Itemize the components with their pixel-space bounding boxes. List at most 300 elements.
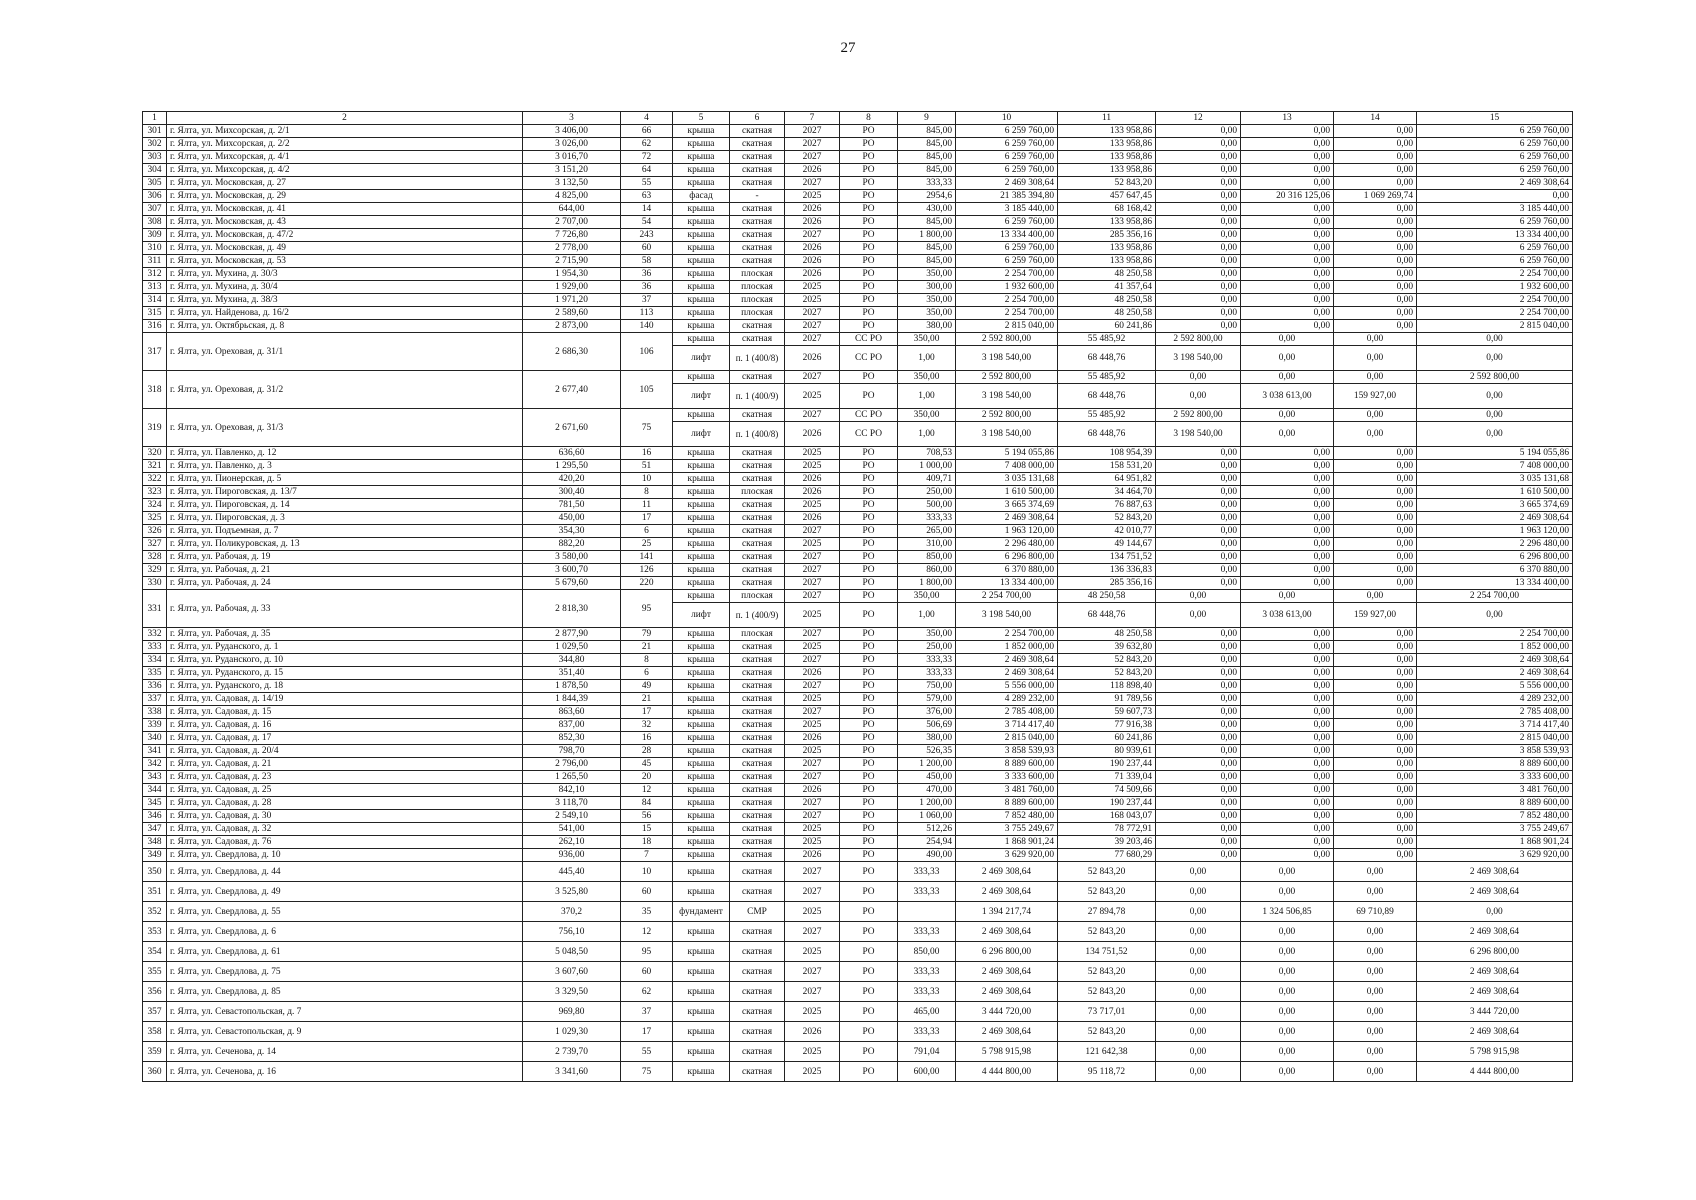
area-cell: 936,00 bbox=[523, 849, 621, 862]
funding-cell: РО bbox=[840, 577, 898, 590]
area-cell: 863,60 bbox=[523, 706, 621, 719]
element-cell: крыша bbox=[673, 882, 730, 902]
subsidy-cell: 0,00 bbox=[1241, 922, 1334, 942]
volume-cell: 1 800,00 bbox=[898, 229, 956, 242]
address-cell: г. Ялта, ул. Садовая, д. 30 bbox=[167, 810, 523, 823]
type-cell: скатная bbox=[730, 667, 785, 680]
fund-cost-cell: 0,00 bbox=[1156, 229, 1241, 242]
volume-cell: 490,00 bbox=[898, 849, 956, 862]
table-row bbox=[143, 1002, 1573, 1022]
cost-cell: 1 868 901,24 bbox=[956, 836, 1058, 849]
subsidy-cell: 0,00 bbox=[1241, 333, 1334, 346]
sd-cost-cell: 55 485,92 bbox=[1058, 409, 1156, 422]
table-row bbox=[143, 151, 1573, 164]
type-cell: скатная bbox=[730, 371, 785, 384]
row-number-cell: 360 bbox=[143, 1062, 167, 1082]
sd-cost-cell: 55 485,92 bbox=[1058, 371, 1156, 384]
fund-cost-cell: 0,00 bbox=[1156, 771, 1241, 784]
row-number-cell: 343 bbox=[143, 771, 167, 784]
fund-cost-cell: 0,00 bbox=[1156, 628, 1241, 641]
row-number-cell: 315 bbox=[143, 307, 167, 320]
year-cell: 2026 bbox=[785, 512, 840, 525]
sd-cost-cell: 68 168,42 bbox=[1058, 203, 1156, 216]
funding-cell: РО bbox=[840, 151, 898, 164]
sd-cost-cell: 68 448,76 bbox=[1058, 422, 1156, 447]
residents-cell: 8 bbox=[621, 654, 673, 667]
table-row bbox=[143, 460, 1573, 473]
owner-share-cell: 0,00 bbox=[1334, 784, 1417, 797]
table-row bbox=[143, 564, 1573, 577]
fund-cost-cell: 3 198 540,00 bbox=[1156, 422, 1241, 447]
funding-cell: РО bbox=[840, 371, 898, 384]
funding-cell: РО bbox=[840, 564, 898, 577]
year-cell: 2025 bbox=[785, 823, 840, 836]
residents-cell: 45 bbox=[621, 758, 673, 771]
row-number-cell: 339 bbox=[143, 719, 167, 732]
volume-cell bbox=[898, 902, 956, 922]
subsidy-cell: 0,00 bbox=[1241, 836, 1334, 849]
volume-cell: 845,00 bbox=[898, 138, 956, 151]
fund-cost-cell: 0,00 bbox=[1156, 255, 1241, 268]
cost-cell: 6 259 760,00 bbox=[956, 255, 1058, 268]
area-cell: 420,20 bbox=[523, 473, 621, 486]
table-row bbox=[143, 1022, 1573, 1042]
table-body bbox=[143, 112, 1573, 1082]
type-cell: скатная bbox=[730, 551, 785, 564]
type-cell: скатная bbox=[730, 654, 785, 667]
element-cell: крыша bbox=[673, 628, 730, 641]
table-row bbox=[143, 525, 1573, 538]
address-cell: г. Ялта, ул. Сеченова, д. 14 bbox=[167, 1042, 523, 1062]
area-cell: 2 707,00 bbox=[523, 216, 621, 229]
total-cell: 2 469 308,64 bbox=[1417, 862, 1573, 882]
funding-cell: РО bbox=[840, 882, 898, 902]
element-cell: крыша bbox=[673, 758, 730, 771]
year-cell: 2027 bbox=[785, 229, 840, 242]
owner-share-cell: 0,00 bbox=[1334, 758, 1417, 771]
area-cell: 1 029,30 bbox=[523, 1022, 621, 1042]
element-cell: крыша bbox=[673, 693, 730, 706]
element-cell: лифт bbox=[673, 603, 730, 628]
element-cell: крыша bbox=[673, 229, 730, 242]
table-row bbox=[143, 499, 1573, 512]
table-row bbox=[143, 902, 1573, 922]
sd-cost-cell: 285 356,16 bbox=[1058, 577, 1156, 590]
area-cell: 3 118,70 bbox=[523, 797, 621, 810]
sd-cost-cell: 76 887,63 bbox=[1058, 499, 1156, 512]
residents-cell: 64 bbox=[621, 164, 673, 177]
year-cell: 2025 bbox=[785, 447, 840, 460]
address-cell: г. Ялта, ул. Садовая, д. 32 bbox=[167, 823, 523, 836]
residents-cell: 75 bbox=[621, 1062, 673, 1082]
table-row bbox=[143, 628, 1573, 641]
cost-cell: 13 334 400,00 bbox=[956, 577, 1058, 590]
area-cell: 4 825,00 bbox=[523, 190, 621, 203]
residents-cell: 7 bbox=[621, 849, 673, 862]
volume-cell: 1,00 bbox=[898, 603, 956, 628]
column-number-cell: 14 bbox=[1334, 112, 1417, 125]
sd-cost-cell: 95 118,72 bbox=[1058, 1062, 1156, 1082]
year-cell: 2026 bbox=[785, 486, 840, 499]
row-number-cell: 311 bbox=[143, 255, 167, 268]
sd-cost-cell: 39 203,46 bbox=[1058, 836, 1156, 849]
year-cell: 2027 bbox=[785, 797, 840, 810]
type-cell: скатная bbox=[730, 460, 785, 473]
type-cell: скатная bbox=[730, 862, 785, 882]
sd-cost-cell: 168 043,07 bbox=[1058, 810, 1156, 823]
type-cell: скатная bbox=[730, 1002, 785, 1022]
table-row bbox=[143, 512, 1573, 525]
address-cell: г. Ялта, ул. Подъемная, д. 7 bbox=[167, 525, 523, 538]
subsidy-cell: 0,00 bbox=[1241, 628, 1334, 641]
sd-cost-cell: 133 958,86 bbox=[1058, 164, 1156, 177]
total-cell: 2 469 308,64 bbox=[1417, 1022, 1573, 1042]
year-cell: 2027 bbox=[785, 922, 840, 942]
cost-cell: 2 254 700,00 bbox=[956, 294, 1058, 307]
fund-cost-cell: 0,00 bbox=[1156, 268, 1241, 281]
residents-cell: 72 bbox=[621, 151, 673, 164]
row-number-cell: 328 bbox=[143, 551, 167, 564]
table-row bbox=[143, 164, 1573, 177]
volume-cell: 1 200,00 bbox=[898, 758, 956, 771]
volume-cell: 845,00 bbox=[898, 164, 956, 177]
row-number-cell: 310 bbox=[143, 242, 167, 255]
residents-cell: 66 bbox=[621, 125, 673, 138]
column-number-cell: 12 bbox=[1156, 112, 1241, 125]
year-cell: 2026 bbox=[785, 268, 840, 281]
fund-cost-cell: 0,00 bbox=[1156, 641, 1241, 654]
residents-cell: 95 bbox=[621, 942, 673, 962]
address-cell: г. Ялта, ул. Михсорская, д. 4/1 bbox=[167, 151, 523, 164]
area-cell: 1 878,50 bbox=[523, 680, 621, 693]
cost-cell: 3 858 539,93 bbox=[956, 745, 1058, 758]
year-cell: 2027 bbox=[785, 628, 840, 641]
total-cell: 2 254 700,00 bbox=[1417, 294, 1573, 307]
address-cell: г. Ялта, ул. Михсорская, д. 2/2 bbox=[167, 138, 523, 151]
residents-cell: 60 bbox=[621, 962, 673, 982]
element-cell: лифт bbox=[673, 422, 730, 447]
row-number-cell: 346 bbox=[143, 810, 167, 823]
fund-cost-cell: 0,00 bbox=[1156, 654, 1241, 667]
volume-cell: 430,00 bbox=[898, 203, 956, 216]
year-cell: 2027 bbox=[785, 882, 840, 902]
type-cell: скатная bbox=[730, 823, 785, 836]
year-cell: 2026 bbox=[785, 422, 840, 447]
address-cell: г. Ялта, ул. Московская, д. 49 bbox=[167, 242, 523, 255]
area-cell: 3 329,50 bbox=[523, 982, 621, 1002]
residents-cell: 58 bbox=[621, 255, 673, 268]
area-cell: 3 016,70 bbox=[523, 151, 621, 164]
table-row bbox=[143, 962, 1573, 982]
subsidy-cell: 0,00 bbox=[1241, 719, 1334, 732]
column-number-cell: 6 bbox=[730, 112, 785, 125]
volume-cell: 1 000,00 bbox=[898, 460, 956, 473]
residents-cell: 10 bbox=[621, 862, 673, 882]
residents-cell: 220 bbox=[621, 577, 673, 590]
row-number-cell: 350 bbox=[143, 862, 167, 882]
element-cell: крыша bbox=[673, 862, 730, 882]
fund-cost-cell: 0,00 bbox=[1156, 125, 1241, 138]
fund-cost-cell: 0,00 bbox=[1156, 551, 1241, 564]
row-number-cell: 313 bbox=[143, 281, 167, 294]
type-cell: скатная bbox=[730, 771, 785, 784]
total-cell: 1 932 600,00 bbox=[1417, 281, 1573, 294]
volume-cell: 333,33 bbox=[898, 982, 956, 1002]
funding-cell: РО bbox=[840, 460, 898, 473]
fund-cost-cell: 0,00 bbox=[1156, 164, 1241, 177]
total-cell: 6 259 760,00 bbox=[1417, 255, 1573, 268]
fund-cost-cell: 0,00 bbox=[1156, 1062, 1241, 1082]
cost-cell: 2 815 040,00 bbox=[956, 732, 1058, 745]
sd-cost-cell: 285 356,16 bbox=[1058, 229, 1156, 242]
owner-share-cell: 0,00 bbox=[1334, 982, 1417, 1002]
volume-cell: 708,53 bbox=[898, 447, 956, 460]
volume-cell: 465,00 bbox=[898, 1002, 956, 1022]
cost-cell: 1 932 600,00 bbox=[956, 281, 1058, 294]
sd-cost-cell: 52 843,20 bbox=[1058, 1022, 1156, 1042]
fund-cost-cell: 0,00 bbox=[1156, 447, 1241, 460]
area-cell: 837,00 bbox=[523, 719, 621, 732]
table-row bbox=[143, 216, 1573, 229]
element-cell: крыша bbox=[673, 836, 730, 849]
owner-share-cell: 0,00 bbox=[1334, 307, 1417, 320]
sd-cost-cell: 108 954,39 bbox=[1058, 447, 1156, 460]
funding-cell: РО bbox=[840, 719, 898, 732]
table-row bbox=[143, 706, 1573, 719]
sd-cost-cell: 39 632,80 bbox=[1058, 641, 1156, 654]
address-cell: г. Ялта, ул. Московская, д. 41 bbox=[167, 203, 523, 216]
row-number-cell: 354 bbox=[143, 942, 167, 962]
volume-cell: 526,35 bbox=[898, 745, 956, 758]
area-cell: 636,60 bbox=[523, 447, 621, 460]
total-cell: 3 755 249,67 bbox=[1417, 823, 1573, 836]
subsidy-cell: 0,00 bbox=[1241, 525, 1334, 538]
element-cell: крыша bbox=[673, 499, 730, 512]
volume-cell: 376,00 bbox=[898, 706, 956, 719]
address-cell: г. Ялта, ул. Руданского, д. 1 bbox=[167, 641, 523, 654]
subsidy-cell: 20 316 125,06 bbox=[1241, 190, 1334, 203]
volume-cell: 380,00 bbox=[898, 320, 956, 333]
volume-cell: 350,00 bbox=[898, 409, 956, 422]
element-cell: крыша bbox=[673, 641, 730, 654]
sd-cost-cell: 27 894,78 bbox=[1058, 902, 1156, 922]
address-cell: г. Ялта, ул. Садовая, д. 25 bbox=[167, 784, 523, 797]
row-number-cell: 334 bbox=[143, 654, 167, 667]
fund-cost-cell: 0,00 bbox=[1156, 499, 1241, 512]
residents-cell: 126 bbox=[621, 564, 673, 577]
row-number-cell: 333 bbox=[143, 641, 167, 654]
year-cell: 2025 bbox=[785, 942, 840, 962]
area-cell: 3 406,00 bbox=[523, 125, 621, 138]
owner-share-cell: 0,00 bbox=[1334, 229, 1417, 242]
element-cell: крыша bbox=[673, 797, 730, 810]
sd-cost-cell: 68 448,76 bbox=[1058, 346, 1156, 371]
element-cell: крыша bbox=[673, 1042, 730, 1062]
address-cell: г. Ялта, ул. Павленко, д. 12 bbox=[167, 447, 523, 460]
owner-share-cell: 0,00 bbox=[1334, 942, 1417, 962]
table-row bbox=[143, 758, 1573, 771]
element-cell: крыша bbox=[673, 409, 730, 422]
volume-cell: 506,69 bbox=[898, 719, 956, 732]
area-cell: 2 686,30 bbox=[523, 333, 621, 371]
funding-cell: РО bbox=[840, 942, 898, 962]
row-number-cell: 321 bbox=[143, 460, 167, 473]
funding-cell: РО bbox=[840, 862, 898, 882]
subsidy-cell: 0,00 bbox=[1241, 371, 1334, 384]
cost-cell: 2 469 308,64 bbox=[956, 862, 1058, 882]
owner-share-cell: 159 927,00 bbox=[1334, 384, 1417, 409]
owner-share-cell: 0,00 bbox=[1334, 771, 1417, 784]
row-number-cell: 301 bbox=[143, 125, 167, 138]
funding-cell: СС РО bbox=[840, 422, 898, 447]
type-cell: скатная bbox=[730, 922, 785, 942]
table-row bbox=[143, 771, 1573, 784]
year-cell: 2025 bbox=[785, 538, 840, 551]
volume-cell: 250,00 bbox=[898, 641, 956, 654]
type-cell: п. 1 (400/8) bbox=[730, 346, 785, 371]
funding-cell: РО bbox=[840, 1002, 898, 1022]
table-row bbox=[143, 551, 1573, 564]
table-row bbox=[143, 486, 1573, 499]
total-cell: 2 469 308,64 bbox=[1417, 512, 1573, 525]
subsidy-cell: 0,00 bbox=[1241, 797, 1334, 810]
sd-cost-cell: 71 339,04 bbox=[1058, 771, 1156, 784]
element-cell: крыша bbox=[673, 564, 730, 577]
funding-cell: РО bbox=[840, 590, 898, 603]
row-number-cell: 320 bbox=[143, 447, 167, 460]
sd-cost-cell: 133 958,86 bbox=[1058, 216, 1156, 229]
table-row bbox=[143, 862, 1573, 882]
year-cell: 2027 bbox=[785, 577, 840, 590]
row-number-cell: 316 bbox=[143, 320, 167, 333]
funding-cell: РО bbox=[840, 447, 898, 460]
volume-cell: 1,00 bbox=[898, 422, 956, 447]
address-cell: г. Ялта, ул. Рабочая, д. 33 bbox=[167, 590, 523, 628]
address-cell: г. Ялта, ул. Свердлова, д. 55 bbox=[167, 902, 523, 922]
funding-cell: РО bbox=[840, 177, 898, 190]
total-cell: 5 556 000,00 bbox=[1417, 680, 1573, 693]
year-cell: 2027 bbox=[785, 307, 840, 320]
sd-cost-cell: 136 336,83 bbox=[1058, 564, 1156, 577]
cost-cell: 5 194 055,86 bbox=[956, 447, 1058, 460]
owner-share-cell: 0,00 bbox=[1334, 460, 1417, 473]
fund-cost-cell: 0,00 bbox=[1156, 281, 1241, 294]
volume-cell: 860,00 bbox=[898, 564, 956, 577]
address-cell: г. Ялта, ул. Свердлова, д. 85 bbox=[167, 982, 523, 1002]
type-cell: скатная bbox=[730, 942, 785, 962]
owner-share-cell: 0,00 bbox=[1334, 151, 1417, 164]
residents-cell: 62 bbox=[621, 982, 673, 1002]
row-number-cell: 340 bbox=[143, 732, 167, 745]
residents-cell: 21 bbox=[621, 641, 673, 654]
area-cell: 2 549,10 bbox=[523, 810, 621, 823]
sd-cost-cell: 48 250,58 bbox=[1058, 628, 1156, 641]
table-row bbox=[143, 138, 1573, 151]
area-cell: 3 151,20 bbox=[523, 164, 621, 177]
subsidy-cell: 0,00 bbox=[1241, 551, 1334, 564]
fund-cost-cell: 0,00 bbox=[1156, 982, 1241, 1002]
residents-cell: 37 bbox=[621, 294, 673, 307]
column-number-cell: 2 bbox=[167, 112, 523, 125]
owner-share-cell: 0,00 bbox=[1334, 564, 1417, 577]
subsidy-cell: 0,00 bbox=[1241, 216, 1334, 229]
table-row bbox=[143, 719, 1573, 732]
cost-cell: 2 254 700,00 bbox=[956, 307, 1058, 320]
fund-cost-cell: 0,00 bbox=[1156, 706, 1241, 719]
fund-cost-cell: 0,00 bbox=[1156, 320, 1241, 333]
area-cell: 2 877,90 bbox=[523, 628, 621, 641]
year-cell: 2026 bbox=[785, 784, 840, 797]
residents-cell: 54 bbox=[621, 216, 673, 229]
year-cell: 2026 bbox=[785, 242, 840, 255]
owner-share-cell: 0,00 bbox=[1334, 409, 1417, 422]
element-cell: крыша bbox=[673, 294, 730, 307]
sd-cost-cell: 68 448,76 bbox=[1058, 603, 1156, 628]
funding-cell: РО bbox=[840, 922, 898, 942]
cost-cell: 6 296 800,00 bbox=[956, 551, 1058, 564]
total-cell: 2 815 040,00 bbox=[1417, 320, 1573, 333]
owner-share-cell: 0,00 bbox=[1334, 706, 1417, 719]
address-cell: г. Ялта, ул. Садовая, д. 76 bbox=[167, 836, 523, 849]
table-row bbox=[143, 177, 1573, 190]
type-cell: скатная bbox=[730, 836, 785, 849]
row-number-cell: 326 bbox=[143, 525, 167, 538]
area-cell: 2 671,60 bbox=[523, 409, 621, 447]
fund-cost-cell: 0,00 bbox=[1156, 1022, 1241, 1042]
area-cell: 2 677,40 bbox=[523, 371, 621, 409]
area-cell: 262,10 bbox=[523, 836, 621, 849]
address-cell: г. Ялта, ул. Руданского, д. 10 bbox=[167, 654, 523, 667]
element-cell: лифт bbox=[673, 346, 730, 371]
table-row bbox=[143, 473, 1573, 486]
funding-cell: РО bbox=[840, 1062, 898, 1082]
type-cell: скатная bbox=[730, 882, 785, 902]
residents-cell: 20 bbox=[621, 771, 673, 784]
sd-cost-cell: 52 843,20 bbox=[1058, 962, 1156, 982]
address-cell: г. Ялта, ул. Садовая, д. 21 bbox=[167, 758, 523, 771]
owner-share-cell: 0,00 bbox=[1334, 1062, 1417, 1082]
funding-cell: РО bbox=[840, 229, 898, 242]
cost-cell: 3 665 374,69 bbox=[956, 499, 1058, 512]
subsidy-cell: 0,00 bbox=[1241, 667, 1334, 680]
cost-cell: 3 629 920,00 bbox=[956, 849, 1058, 862]
element-cell: крыша bbox=[673, 810, 730, 823]
element-cell: крыша bbox=[673, 486, 730, 499]
sd-cost-cell: 52 843,20 bbox=[1058, 512, 1156, 525]
cost-cell: 6 259 760,00 bbox=[956, 164, 1058, 177]
year-cell: 2027 bbox=[785, 982, 840, 1002]
table-row bbox=[143, 1062, 1573, 1082]
address-cell: г. Ялта, ул. Мухина, д. 38/3 bbox=[167, 294, 523, 307]
subsidy-cell: 0,00 bbox=[1241, 882, 1334, 902]
cost-cell: 2 592 800,00 bbox=[956, 371, 1058, 384]
residents-cell: 37 bbox=[621, 1002, 673, 1022]
type-cell: скатная bbox=[730, 706, 785, 719]
address-cell: г. Ялта, ул. Рабочая, д. 24 bbox=[167, 577, 523, 590]
total-cell: 0,00 bbox=[1417, 190, 1573, 203]
residents-cell: 95 bbox=[621, 590, 673, 628]
owner-share-cell: 0,00 bbox=[1334, 320, 1417, 333]
subsidy-cell: 0,00 bbox=[1241, 564, 1334, 577]
subsidy-cell: 0,00 bbox=[1241, 823, 1334, 836]
element-cell: крыша bbox=[673, 307, 730, 320]
address-cell: г. Ялта, ул. Садовая, д. 23 bbox=[167, 771, 523, 784]
table-row bbox=[143, 641, 1573, 654]
row-number-cell: 341 bbox=[143, 745, 167, 758]
type-cell: скатная bbox=[730, 229, 785, 242]
sd-cost-cell: 77 916,38 bbox=[1058, 719, 1156, 732]
table-row bbox=[143, 836, 1573, 849]
